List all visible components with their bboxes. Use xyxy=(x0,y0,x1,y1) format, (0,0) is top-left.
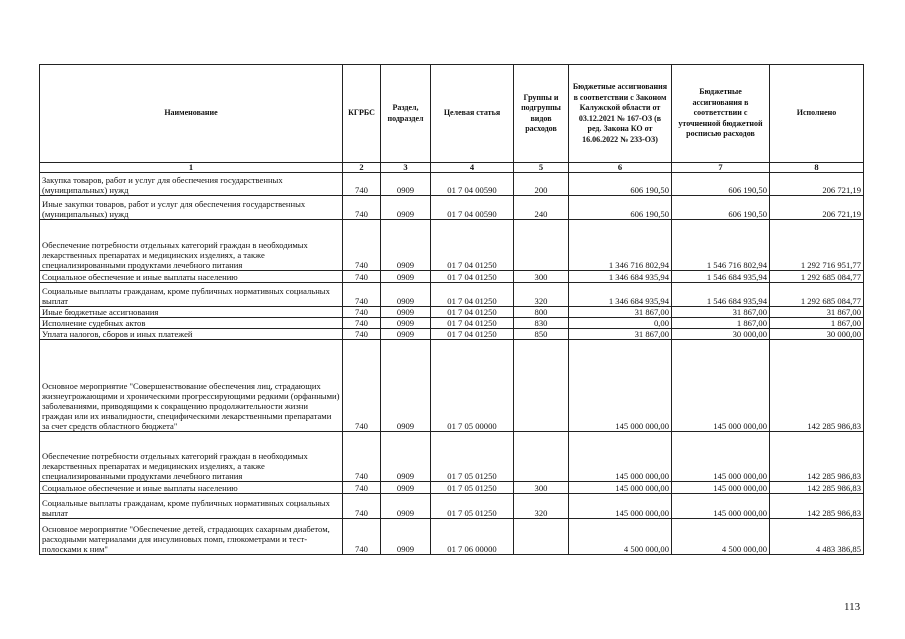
row-kgrbs: 740 xyxy=(343,329,381,340)
row-executed: 142 285 986,83 xyxy=(770,432,864,482)
row-section: 0909 xyxy=(381,329,431,340)
row-law: 4 500 000,00 xyxy=(569,519,672,555)
row-kgrbs: 740 xyxy=(343,494,381,519)
row-executed: 142 285 986,83 xyxy=(770,340,864,432)
row-section: 0909 xyxy=(381,494,431,519)
header-kgrbs: КГРБС xyxy=(343,65,381,163)
column-number: 4 xyxy=(431,163,514,173)
row-name: Обеспечение потребности отдельных категорий граждан в необходимых лекарственных препаратах и медицинских изделиях, а также специализированными продуктами лечебного питания xyxy=(40,220,343,271)
header-refined: Бюджетные ассигнования в соответствии с уточненной бюджетной росписью расходов xyxy=(672,65,770,163)
row-section: 0909 xyxy=(381,307,431,318)
row-executed: 1 292 685 084,77 xyxy=(770,283,864,307)
row-refined: 606 190,50 xyxy=(672,173,770,196)
row-refined: 1 546 684 935,94 xyxy=(672,283,770,307)
row-kgrbs: 740 xyxy=(343,519,381,555)
row-refined: 1 546 716 802,94 xyxy=(672,220,770,271)
header-target: Целевая статья xyxy=(431,65,514,163)
row-group: 800 xyxy=(514,307,569,318)
row-group xyxy=(514,220,569,271)
row-group: 830 xyxy=(514,318,569,329)
column-number: 5 xyxy=(514,163,569,173)
row-name: Основное мероприятие "Совершенствование обеспечения лиц, страдающих жизнеугрожающими и хроническими прогрессирующими редкими (орфанными) заболеваниями, приводящими к сокращению продолжительности жизни граждан или их инвалидности, специфическими лекарственными препаратами за счет средств областного бюджета" xyxy=(40,340,343,432)
row-target: 01 7 04 00590 xyxy=(431,173,514,196)
budget-table xyxy=(39,64,864,555)
row-group: 300 xyxy=(514,482,569,494)
row-executed: 206 721,19 xyxy=(770,173,864,196)
row-executed: 31 867,00 xyxy=(770,307,864,318)
row-law: 606 190,50 xyxy=(569,173,672,196)
header-groups: Группы и подгруппы видов расходов xyxy=(514,65,569,163)
header-law: Бюджетные ассигнования в соответствии с Законом Калужской области от 03.12.2021 № 167-ОЗ (в ред. Закона КО от 16.06.2022 № 233-ОЗ) xyxy=(569,65,672,163)
column-number: 3 xyxy=(381,163,431,173)
row-refined: 145 000 000,00 xyxy=(672,340,770,432)
row-group xyxy=(514,432,569,482)
row-law: 145 000 000,00 xyxy=(569,432,672,482)
table-row xyxy=(40,432,864,482)
row-law: 31 867,00 xyxy=(569,307,672,318)
row-kgrbs: 740 xyxy=(343,196,381,220)
row-refined: 606 190,50 xyxy=(672,196,770,220)
row-name: Уплата налогов, сборов и иных платежей xyxy=(40,329,343,340)
row-kgrbs: 740 xyxy=(343,318,381,329)
row-name: Закупка товаров, работ и услуг для обеспечения государственных (муниципальных) нужд xyxy=(40,173,343,196)
row-section: 0909 xyxy=(381,318,431,329)
table-row xyxy=(40,196,864,220)
row-executed: 1 867,00 xyxy=(770,318,864,329)
row-executed: 30 000,00 xyxy=(770,329,864,340)
row-section: 0909 xyxy=(381,432,431,482)
row-group xyxy=(514,519,569,555)
row-kgrbs: 740 xyxy=(343,173,381,196)
row-section: 0909 xyxy=(381,519,431,555)
row-kgrbs: 740 xyxy=(343,271,381,283)
column-number: 8 xyxy=(770,163,864,173)
row-group: 300 xyxy=(514,271,569,283)
column-number-row xyxy=(40,163,864,173)
row-target: 01 7 04 01250 xyxy=(431,220,514,271)
row-name: Социальные выплаты гражданам, кроме публичных нормативных социальных выплат xyxy=(40,283,343,307)
table-row xyxy=(40,318,864,329)
row-law: 606 190,50 xyxy=(569,196,672,220)
table-row xyxy=(40,220,864,271)
row-section: 0909 xyxy=(381,196,431,220)
row-executed: 1 292 716 951,77 xyxy=(770,220,864,271)
row-target: 01 7 05 01250 xyxy=(431,494,514,519)
header-executed: Исполнено xyxy=(770,65,864,163)
row-target: 01 7 05 00000 xyxy=(431,340,514,432)
row-executed: 142 285 986,83 xyxy=(770,482,864,494)
row-refined: 30 000,00 xyxy=(672,329,770,340)
row-kgrbs: 740 xyxy=(343,283,381,307)
table-row xyxy=(40,482,864,494)
row-executed: 142 285 986,83 xyxy=(770,494,864,519)
column-number: 1 xyxy=(40,163,343,173)
row-refined: 31 867,00 xyxy=(672,307,770,318)
row-group: 850 xyxy=(514,329,569,340)
table-row xyxy=(40,271,864,283)
row-section: 0909 xyxy=(381,283,431,307)
row-name: Социальное обеспечение и иные выплаты населению xyxy=(40,271,343,283)
row-refined: 145 000 000,00 xyxy=(672,482,770,494)
row-kgrbs: 740 xyxy=(343,220,381,271)
table-row xyxy=(40,329,864,340)
row-law: 1 346 684 935,94 xyxy=(569,271,672,283)
table-row xyxy=(40,283,864,307)
row-group: 240 xyxy=(514,196,569,220)
row-name: Исполнение судебных актов xyxy=(40,318,343,329)
column-number: 2 xyxy=(343,163,381,173)
row-section: 0909 xyxy=(381,220,431,271)
row-target: 01 7 04 01250 xyxy=(431,318,514,329)
row-name: Иные закупки товаров, работ и услуг для обеспечения государственных (муниципальных) нужд xyxy=(40,196,343,220)
row-target: 01 7 06 00000 xyxy=(431,519,514,555)
row-refined: 145 000 000,00 xyxy=(672,432,770,482)
row-group: 200 xyxy=(514,173,569,196)
row-target: 01 7 05 01250 xyxy=(431,432,514,482)
row-executed: 4 483 386,85 xyxy=(770,519,864,555)
table-row xyxy=(40,340,864,432)
row-law: 1 346 716 802,94 xyxy=(569,220,672,271)
table-row xyxy=(40,173,864,196)
header-section: Раздел, подраздел xyxy=(381,65,431,163)
row-law: 1 346 684 935,94 xyxy=(569,283,672,307)
row-name: Социальные выплаты гражданам, кроме публичных нормативных социальных выплат xyxy=(40,494,343,519)
row-refined: 1 546 684 935,94 xyxy=(672,271,770,283)
row-target: 01 7 04 00590 xyxy=(431,196,514,220)
row-refined: 1 867,00 xyxy=(672,318,770,329)
table-header-row xyxy=(40,65,864,163)
row-group: 320 xyxy=(514,494,569,519)
row-kgrbs: 740 xyxy=(343,307,381,318)
header-name: Наименование xyxy=(40,65,343,163)
row-refined: 4 500 000,00 xyxy=(672,519,770,555)
row-kgrbs: 740 xyxy=(343,432,381,482)
row-executed: 1 292 685 084,77 xyxy=(770,271,864,283)
row-group: 320 xyxy=(514,283,569,307)
row-name: Социальное обеспечение и иные выплаты населению xyxy=(40,482,343,494)
row-name: Основное мероприятие "Обеспечение детей, страдающих сахарным диабетом, расходными материалами для инсулиновых помп, глюкометрами и тест-полосками к ним" xyxy=(40,519,343,555)
column-number: 6 xyxy=(569,163,672,173)
table-row xyxy=(40,519,864,555)
row-name: Обеспечение потребности отдельных категорий граждан в необходимых лекарственных препаратах и медицинских изделиях, а также специализированными продуктами лечебного питания xyxy=(40,432,343,482)
row-section: 0909 xyxy=(381,482,431,494)
row-section: 0909 xyxy=(381,271,431,283)
row-target: 01 7 04 01250 xyxy=(431,307,514,318)
row-law: 145 000 000,00 xyxy=(569,340,672,432)
row-kgrbs: 740 xyxy=(343,340,381,432)
row-law: 0,00 xyxy=(569,318,672,329)
row-refined: 145 000 000,00 xyxy=(672,494,770,519)
row-law: 145 000 000,00 xyxy=(569,482,672,494)
table-row xyxy=(40,494,864,519)
row-target: 01 7 05 01250 xyxy=(431,482,514,494)
row-name: Иные бюджетные ассигнования xyxy=(40,307,343,318)
row-law: 31 867,00 xyxy=(569,329,672,340)
row-group xyxy=(514,340,569,432)
row-target: 01 7 04 01250 xyxy=(431,283,514,307)
table-row xyxy=(40,307,864,318)
page-number: 113 xyxy=(844,601,861,613)
row-kgrbs: 740 xyxy=(343,482,381,494)
row-executed: 206 721,19 xyxy=(770,196,864,220)
row-law: 145 000 000,00 xyxy=(569,494,672,519)
row-section: 0909 xyxy=(381,173,431,196)
row-target: 01 7 04 01250 xyxy=(431,271,514,283)
row-section: 0909 xyxy=(381,340,431,432)
row-target: 01 7 04 01250 xyxy=(431,329,514,340)
column-number: 7 xyxy=(672,163,770,173)
